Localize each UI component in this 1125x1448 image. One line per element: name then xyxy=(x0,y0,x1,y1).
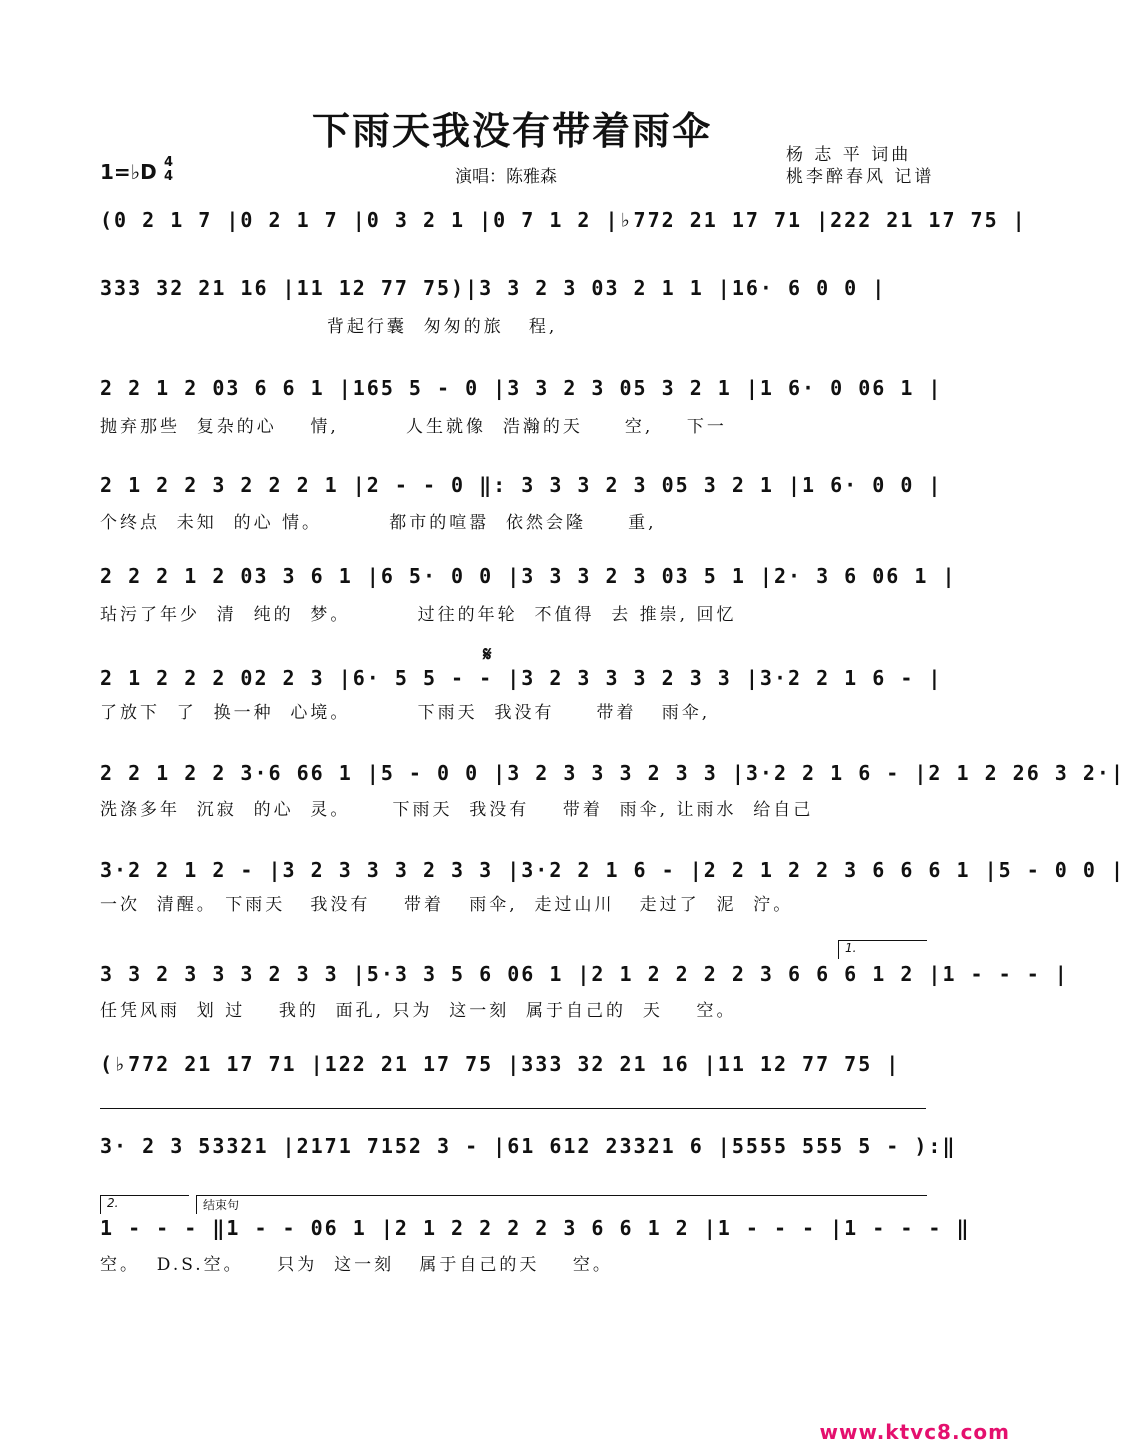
composer-credit: 杨 志 平 词曲 xyxy=(786,145,912,165)
notes-row-9: 3 3 2 3 3 3 2 3 3 |5·3 3 5 6 06 1 |2 1 2 2 2 2 3 6 6 6 1 2 |1 - - - | xyxy=(100,962,1069,986)
lyric-row-8: 一次 清醒。 下雨天 我没有 带着 雨伞, 走过山川 走过了 泥 泞。 xyxy=(100,895,794,915)
notes-row-3: 2 2 1 2 03 6 6 1 |165 5 - 0 |3 3 2 3 05 3 2 1 |1 6· 0 06 1 | xyxy=(100,376,943,400)
notes-row-1: (0 2 1 7 |0 2 1 7 |0 3 2 1 |0 7 1 2 |♭772 21 17 71 |222 21 17 75 | xyxy=(100,208,1027,232)
first-ending-label: 1. xyxy=(845,941,857,955)
notes-row-8: 3·2 2 1 2 - |3 2 3 3 3 2 3 3 |3·2 2 1 6 - |2 2 1 2 2 3 6 6 6 1 |5 - 0 0 | xyxy=(100,858,1125,882)
lyric-row-6: 了放下 了 换一种 心境。 下雨天 我没有 带着 雨伞, xyxy=(100,703,711,723)
meter-top: 4 xyxy=(164,155,174,170)
singer-credit: 演唱：陈雅森 xyxy=(455,167,557,187)
notes-row-10: (♭772 21 17 71 |122 21 17 75 |333 32 21 16 |11 12 77 75 | xyxy=(100,1052,901,1076)
site-watermark: www.ktvc8.com xyxy=(819,1420,1010,1444)
notes-row-4: 2 1 2 2 3 2 2 2 1 |2 - - 0 ‖: 3 3 3 2 3 05 3 2 1 |1 6· 0 0 | xyxy=(100,473,943,497)
second-ending-label: 2. xyxy=(107,1196,119,1210)
notes-row-7: 2 2 1 2 2 3·6 66 1 |5 - 0 0 |3 2 3 3 3 2 3 3 |3·2 2 1 6 - |2 1 2 26 3 2·| xyxy=(100,761,1125,785)
lyric-row-4: 个终点 未知 的心 情。 都市的喧嚣 依然会隆 重, xyxy=(100,513,657,533)
transcriber-credit: 桃李醉春风 记谱 xyxy=(786,167,935,187)
lyric-row-9: 任凭风雨 划 过 我的 面孔, 只为 这一刻 属于自己的 天 空。 xyxy=(100,1001,737,1021)
key-signature: 1=♭D xyxy=(100,160,157,184)
lyric-row-5: 玷污了年少 清 纯的 梦。 过往的年轮 不值得 去 推崇, 回忆 xyxy=(100,605,737,625)
notes-row-12: 1 - - - ‖1 - - 06 1 |2 1 2 2 2 2 3 6 6 1 2 |1 - - - |1 - - - ‖ xyxy=(100,1216,971,1240)
segno-sign: 𝄋 xyxy=(483,642,492,666)
time-signature xyxy=(164,156,173,184)
coda-label: 结束句 xyxy=(203,1198,240,1212)
notes-row-5: 2 2 2 1 2 03 3 6 1 |6 5· 0 0 |3 3 3 2 3 03 5 1 |2· 3 6 06 1 | xyxy=(100,564,957,588)
lyric-row-3: 抛弃那些 复杂的心 情, 人生就像 浩瀚的天 空, 下一 xyxy=(100,417,727,437)
lyric-row-12: 空。 D.S.空。 只为 这一刻 属于自己的天 空。 xyxy=(100,1255,613,1275)
notes-row-6: 2 1 2 2 2 02 2 3 |6· 5 5 - - |3 2 3 3 3 2 3 3 |3·2 2 1 6 - | xyxy=(100,666,943,690)
lyric-row-2: 背起行囊 匆匆的旅 程, xyxy=(100,317,558,337)
notes-row-2: 333 32 21 16 |11 12 77 75)|3 3 2 3 03 2 1 1 |16· 6 0 0 | xyxy=(100,276,887,300)
repeat-bracket-line xyxy=(100,1108,926,1109)
meter-bottom: 4 xyxy=(164,169,174,184)
lyric-row-7: 洗涤多年 沉寂 的心 灵。 下雨天 我没有 带着 雨伞, 让雨水 给自己 xyxy=(100,800,814,820)
song-title: 下雨天我没有带着雨伞 xyxy=(311,108,712,153)
notes-row-11: 3· 2 3 53321 |2171 7152 3 - |61 612 23321 6 |5555 555 5 - ):‖ xyxy=(100,1134,957,1158)
